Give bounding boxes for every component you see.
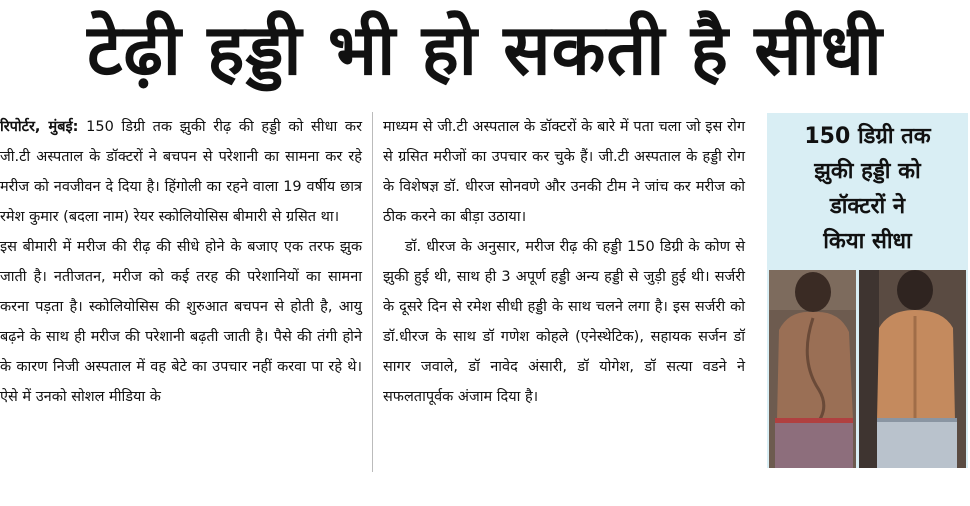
caption-line-2: झुकी हड्डी को <box>814 159 921 184</box>
photo-caption <box>767 119 968 259</box>
paragraph-2: इस बीमारी में मरीज की रीढ़ की सीधे होने के बजाए एक तरफ झुक जाती है। नतीजतन, मरीज को कई तरह की परेशानियों का सामना करना पड़ता है। स्कोलियोसिस की शुरुआत बचपन से होती है, आयु बढ़ने के साथ ही मरीज की परेशानी बढ़ती जाती है। पैसे की तंगी होने के कारण निजी अस्पताल में वह बेटे का उपचार नहीं करवा पा रहे थे। ऐसे में उनको सोशल मीडिया के <box>0 239 362 405</box>
after-surgery-photo <box>859 270 966 468</box>
paragraph-1-text: 150 डिग्री तक झुकी रीढ़ की हड्डी को सीधा कर जी.टी अस्पताल के डॉक्टरों ने बचपन से परेशानी का सामना कर रहे मरीज को नवजीवन दे दिया है। हिंगोली का रहने वाला 19 वर्षीय छात्र रमेश कुमार (बदला नाम) रेयर स्कोलियोसिस बीमारी से ग्रसित था। <box>0 119 363 225</box>
article-column-2 <box>383 112 745 412</box>
paragraph-3: माध्यम से जी.टी अस्पताल के डॉक्टरों के बारे में पता चला जो इस रोग से ग्रसित मरीजों का उपचार कर चुके हैं। जी.टी अस्पताल के हड्डी रोग के विशेषज्ञ डॉ. धीरज सोनवणे और उनकी टीम ने जांच कर मरीज को ठीक करने का बीड़ा उठाया। <box>383 119 745 225</box>
caption-line-3: डॉक्टरों ने <box>829 194 906 219</box>
headline: टेढ़ी हड्डी भी हो सकती है सीधी <box>87 9 883 91</box>
before-surgery-photo <box>769 270 856 468</box>
byline: रिपोर्टर, मुंबई: <box>0 119 79 135</box>
caption-line-4: किया सीधा <box>823 229 912 254</box>
paragraph-1 <box>0 112 362 232</box>
patient-back-after-image <box>859 270 966 468</box>
paragraph-4: डॉ. धीरज के अनुसार, मरीज रीढ़ की हड्डी 150 डिग्री के कोण से झुकी हुई थी, साथ ही 3 अपूर्ण हड्डी अन्य हड्डी से जुड़ी हुई थी। सर्जरी के दूसरे दिन से रमेश सीधी हड्डी के साथ चलने लगा है। इस सर्जरी को डॉ.धीरज के साथ डॉ गणेश कोहले (एनेस्थेटिक), सहायक सर्जन डॉ सागर जवाले, डॉ नावेद अंसारी, डॉ योगेश, डॉ सत्या वडने ने सफलतापूर्वक अंजाम दिया है। <box>383 239 745 405</box>
column-divider <box>372 112 373 472</box>
patient-back-before-image <box>769 270 856 468</box>
caption-line-1: 150 डिग्री तक <box>804 124 931 149</box>
photo-sidebar <box>767 113 968 468</box>
article-column-1 <box>0 112 362 412</box>
